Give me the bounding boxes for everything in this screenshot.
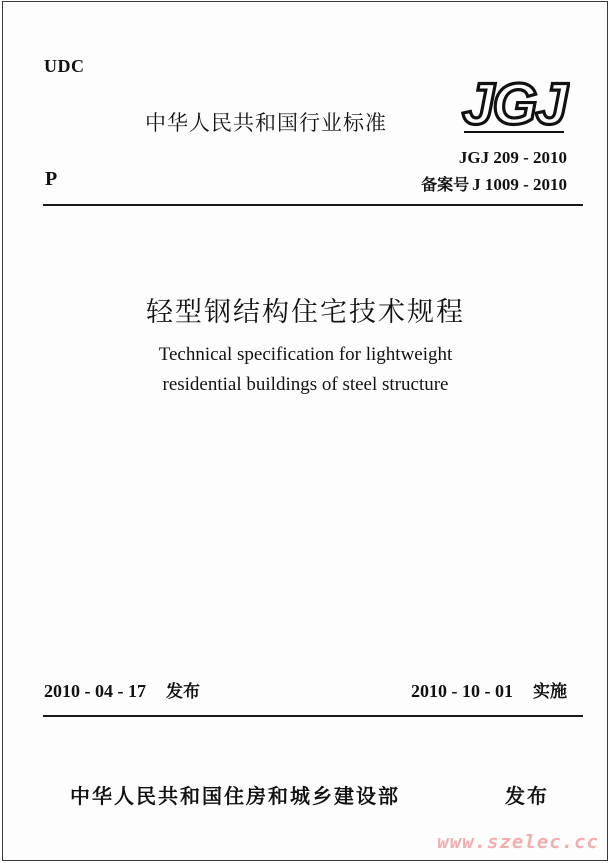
implement-date-line [411, 677, 567, 702]
standard-category: 中华人民共和国行业标准 [145, 111, 387, 135]
title-chinese: 轻型钢结构住宅技术规程 [146, 297, 465, 328]
udc-label: UDC [44, 56, 85, 76]
logo-lettering: JGJ [462, 72, 566, 134]
implement-label: 实施 [533, 682, 567, 702]
issue-date-line [44, 677, 200, 702]
record-number: J 1009 - 2010 [472, 175, 567, 194]
standard-number: JGJ 209 - 2010 [458, 148, 567, 167]
record-number-line [421, 172, 567, 195]
top-divider [43, 204, 583, 206]
title-english-line1: Technical specification for lightweight [158, 344, 453, 365]
title-english-line2: residential buildings of steel structure [162, 374, 449, 395]
issue-label: 发布 [166, 682, 200, 702]
publish-label: 发布 [505, 784, 549, 808]
classification-code: P [45, 168, 58, 190]
implement-date: 2010 - 10 - 01 [411, 681, 513, 701]
watermark-url: www.szelec.cc [437, 831, 599, 853]
issue-date: 2010 - 04 - 17 [44, 681, 146, 701]
jgj-logo [458, 72, 570, 134]
record-label: 备案号 [421, 175, 470, 194]
bottom-divider [43, 715, 583, 717]
publisher-name: 中华人民共和国住房和城乡建设部 [70, 784, 400, 808]
